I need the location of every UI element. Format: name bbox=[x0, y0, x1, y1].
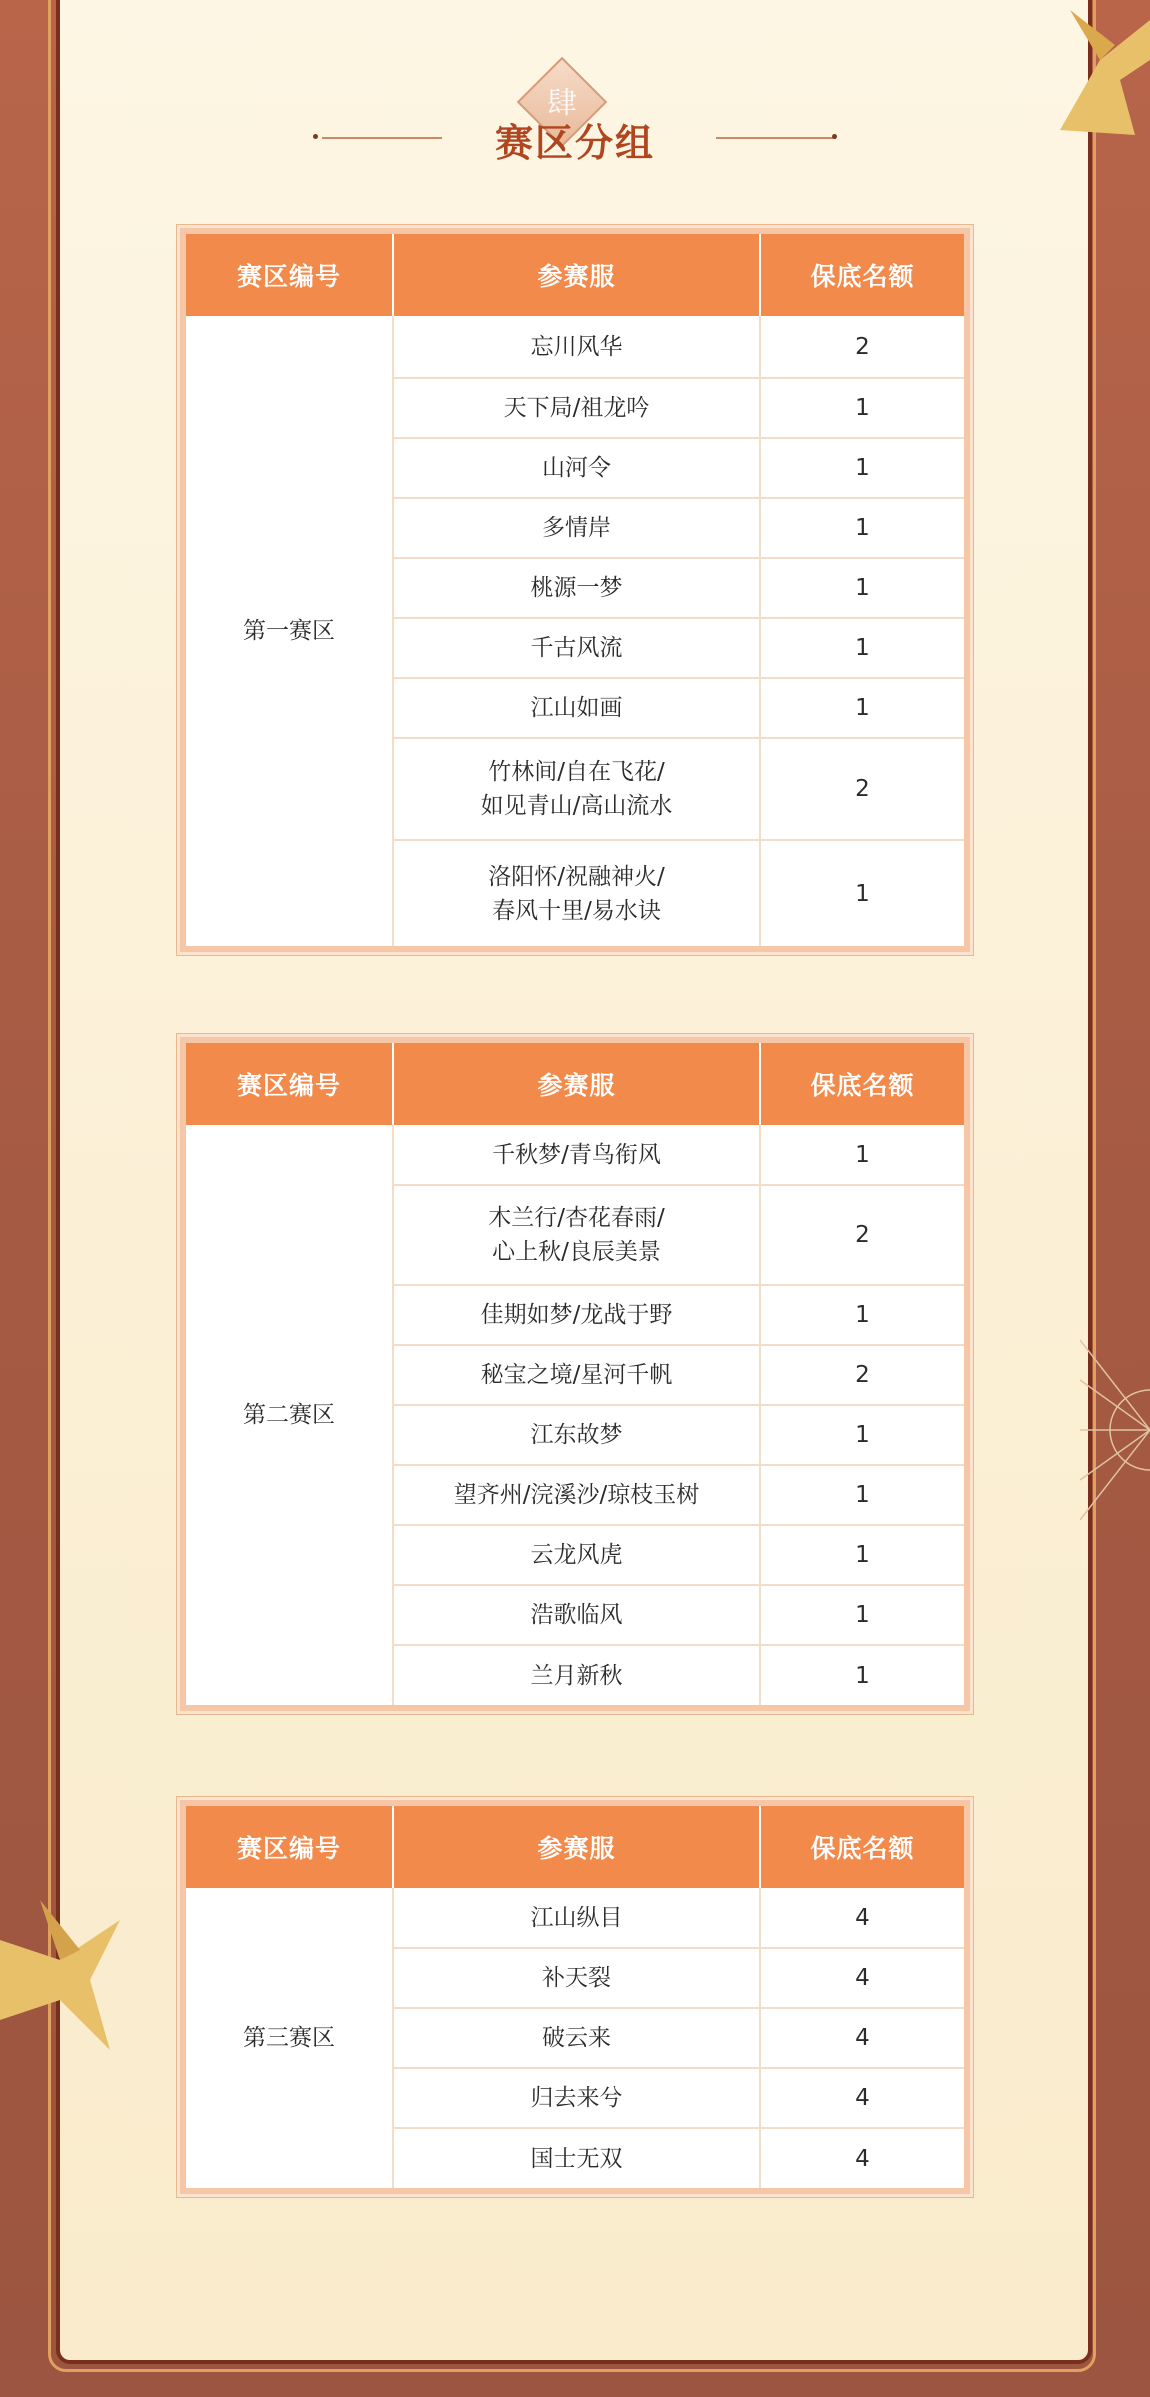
quota-value: 2 bbox=[760, 738, 964, 840]
table-header-row bbox=[186, 1806, 964, 1888]
quota-value: 2 bbox=[760, 316, 964, 378]
server-name: 江东故梦 bbox=[393, 1405, 760, 1465]
server-name: 山河令 bbox=[393, 438, 760, 498]
deco-dot bbox=[313, 134, 318, 139]
header-server: 参赛服 bbox=[393, 1806, 760, 1888]
section-title: 赛区分组 bbox=[494, 120, 655, 165]
server-name: 江山纵目 bbox=[393, 1888, 760, 1948]
section-header bbox=[0, 60, 1150, 170]
table-header-row bbox=[186, 1043, 964, 1125]
table-row bbox=[186, 1125, 964, 1185]
quota-value: 1 bbox=[760, 498, 964, 558]
server-name: 江山如画 bbox=[393, 678, 760, 738]
header-region: 赛区编号 bbox=[186, 234, 393, 316]
header-quota: 保底名额 bbox=[760, 1043, 964, 1125]
server-name: 木兰行/杏花春雨/ 心上秋/良辰美景 bbox=[393, 1185, 760, 1285]
table-header-row bbox=[186, 234, 964, 316]
quota-value: 1 bbox=[760, 840, 964, 946]
server-name: 佳期如梦/龙战于野 bbox=[393, 1285, 760, 1345]
server-name: 云龙风虎 bbox=[393, 1525, 760, 1585]
server-name: 归去来兮 bbox=[393, 2068, 760, 2128]
crane-icon bbox=[0, 1900, 140, 2060]
zone-table-1 bbox=[180, 228, 970, 952]
server-name: 千古风流 bbox=[393, 618, 760, 678]
server-name: 千秋梦/青鸟衔风 bbox=[393, 1125, 760, 1185]
quota-value: 2 bbox=[760, 1345, 964, 1405]
quota-value: 4 bbox=[760, 1888, 964, 1948]
quota-value: 1 bbox=[760, 678, 964, 738]
table-row bbox=[186, 316, 964, 378]
server-name: 兰月新秋 bbox=[393, 1645, 760, 1705]
zone-table-2 bbox=[180, 1037, 970, 1711]
server-name: 破云来 bbox=[393, 2008, 760, 2068]
quota-value: 4 bbox=[760, 1948, 964, 2008]
quota-value: 4 bbox=[760, 2128, 964, 2188]
server-name: 竹林间/自在飞花/ 如见青山/高山流水 bbox=[393, 738, 760, 840]
quota-value: 1 bbox=[760, 1125, 964, 1185]
zone-name: 第二赛区 bbox=[243, 1402, 335, 1428]
table-row bbox=[186, 1888, 964, 1948]
quota-value: 4 bbox=[760, 2008, 964, 2068]
quota-value: 4 bbox=[760, 2068, 964, 2128]
server-name: 多情岸 bbox=[393, 498, 760, 558]
quota-value: 1 bbox=[760, 558, 964, 618]
header-region: 赛区编号 bbox=[186, 1806, 393, 1888]
header-quota: 保底名额 bbox=[760, 234, 964, 316]
server-name: 忘川风华 bbox=[393, 316, 760, 378]
server-name: 洛阳怀/祝融神火/ 春风十里/易水诀 bbox=[393, 840, 760, 946]
zone-table-3 bbox=[180, 1800, 970, 2194]
server-name: 秘宝之境/星河千帆 bbox=[393, 1345, 760, 1405]
deco-line-right bbox=[716, 137, 836, 139]
quota-value: 1 bbox=[760, 378, 964, 438]
quota-value: 1 bbox=[760, 1405, 964, 1465]
server-name: 补天裂 bbox=[393, 1948, 760, 2008]
quota-value: 1 bbox=[760, 1285, 964, 1345]
quota-value: 1 bbox=[760, 438, 964, 498]
quota-value: 2 bbox=[760, 1185, 964, 1285]
server-name: 桃源一梦 bbox=[393, 558, 760, 618]
deco-line-left bbox=[322, 137, 442, 139]
server-name: 浩歌临风 bbox=[393, 1585, 760, 1645]
server-name: 天下局/祖龙吟 bbox=[393, 378, 760, 438]
quota-value: 1 bbox=[760, 1585, 964, 1645]
quota-value: 1 bbox=[760, 1525, 964, 1585]
quota-value: 1 bbox=[760, 618, 964, 678]
server-name: 国士无双 bbox=[393, 2128, 760, 2188]
sunburst-icon bbox=[1080, 1320, 1150, 1540]
header-quota: 保底名额 bbox=[760, 1806, 964, 1888]
deco-dot bbox=[832, 134, 837, 139]
zone-name: 第一赛区 bbox=[243, 618, 335, 644]
header-server: 参赛服 bbox=[393, 1043, 760, 1125]
header-region: 赛区编号 bbox=[186, 1043, 393, 1125]
server-name: 望齐州/浣溪沙/琼枝玉树 bbox=[393, 1465, 760, 1525]
header-server: 参赛服 bbox=[393, 234, 760, 316]
zone-name: 第三赛区 bbox=[243, 2025, 335, 2051]
quota-value: 1 bbox=[760, 1645, 964, 1705]
quota-value: 1 bbox=[760, 1465, 964, 1525]
ornament-char: 肆 bbox=[547, 86, 577, 121]
